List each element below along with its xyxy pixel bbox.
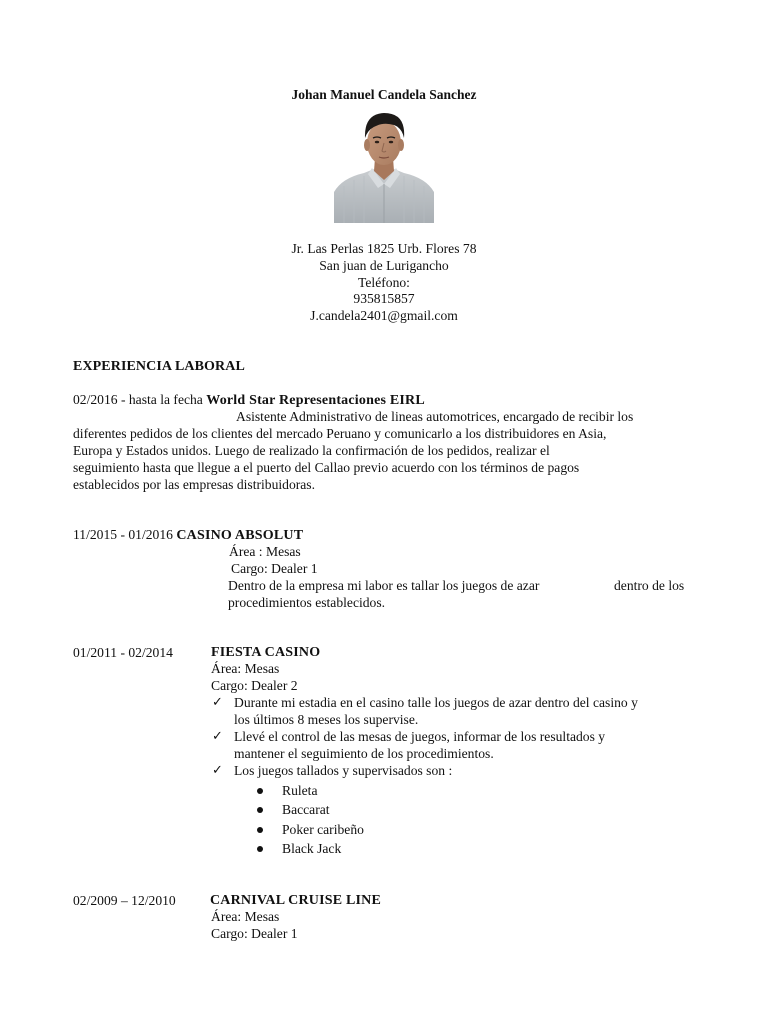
job-2-period: 11/2015 - 01/2016 [73,527,173,542]
job-1-company: World Star Representaciones EIRL [206,393,425,408]
job-2-description-1: Dentro de la empresa mi labor es tallar los juegos de azar [228,578,540,593]
job-3-check-1-line-1: Durante mi estadia en el casino talle los juegos de azar dentro del casino y [234,695,638,710]
check-icon: ✓ [212,729,223,744]
bullet-icon [257,827,263,833]
bullet-icon [257,846,263,852]
email: J.candela2401@gmail.com [310,308,458,324]
check-icon: ✓ [212,763,223,778]
job-3-check-2-line-2: mantener el seguimiento de los procedimientos. [234,746,494,761]
job-3-cargo: Cargo: Dealer 2 [211,678,298,693]
game-baccarat: Baccarat [282,802,330,818]
job-4-company: CARNIVAL CRUISE LINE [210,893,382,908]
job-3-check-item-2 [212,728,638,762]
job-1-description [73,408,695,493]
job-3-check-2-line-1: Llevé el control de las mesas de juegos, informar de los resultados y [234,729,606,744]
address-line-2: San juan de Lurigancho [319,257,449,273]
job-1-line-5: establecidos por las empresas distribuidoras. [73,477,315,492]
job-1-header [73,391,425,409]
job-3-games-list [257,781,364,858]
phone-label: Teléfono: [358,274,410,290]
job-1-line-4: seguimiento hasta que llegue a el puerto del Callao previo acuerdo con los términos de pagos [73,460,580,475]
profile-photo [334,108,434,223]
game-ruleta: Ruleta [282,783,318,798]
phone-number: 935815857 [353,291,415,307]
job-3-period: 01/2011 - 02/2014 [73,645,173,660]
list-item [257,839,364,858]
bullet-icon [257,807,263,813]
job-2-area: Área : Mesas [229,544,301,559]
section-title-experience: EXPERIENCIA LABORAL [73,359,245,374]
list-item [257,820,364,839]
list-item [257,800,364,819]
job-3-area: Área: Mesas [211,661,280,676]
job-4-cargo: Cargo: Dealer 1 [211,926,298,941]
job-3-check-3-line-1: Los juegos tallados y supervisados son : [234,763,453,778]
check-icon: ✓ [212,695,223,710]
job-2-cargo: Cargo: Dealer 1 [231,561,318,576]
bullet-icon [257,788,263,794]
job-4-area: Área: Mesas [211,909,280,924]
job-1-line-2: diferentes pedidos de los clientes del mercado Peruano y comunicarlo a los distribuidores en Asia, [73,426,607,441]
list-item [257,781,364,800]
profile-photo-drawing [334,108,434,223]
candidate-name: Johan Manuel Candela Sanchez [291,87,477,102]
job-1-line-3: Europa y Estados unidos. Luego de realizado la confirmación de los pedidos, realizar el [73,443,550,458]
job-4-period: 02/2009 – 12/2010 [73,893,176,908]
job-3-check-item-3 [212,762,638,779]
job-1-line-1: Asistente Administrativo de lineas automotrices, encargado de recibir los [236,409,634,424]
address-line-1: Jr. Las Perlas 1825 Urb. Flores 78 [291,241,477,256]
job-3-check-list [212,694,638,779]
job-3-check-item-1 [212,694,638,728]
job-3-check-1-line-2: los últimos 8 meses los supervise. [234,712,419,727]
job-2-header [73,526,303,544]
game-poker: Poker caribeño [282,821,364,837]
job-1-period: 02/2016 - hasta la fecha [73,392,203,407]
game-blackjack: Black Jack [282,840,342,856]
job-3-company: FIESTA CASINO [211,645,321,660]
job-2-description-1b: dentro de los [614,578,685,593]
contact-block [0,241,768,325]
job-2-company: CASINO ABSOLUT [176,528,304,543]
job-2-description-2: procedimientos establecidos. [228,595,386,610]
